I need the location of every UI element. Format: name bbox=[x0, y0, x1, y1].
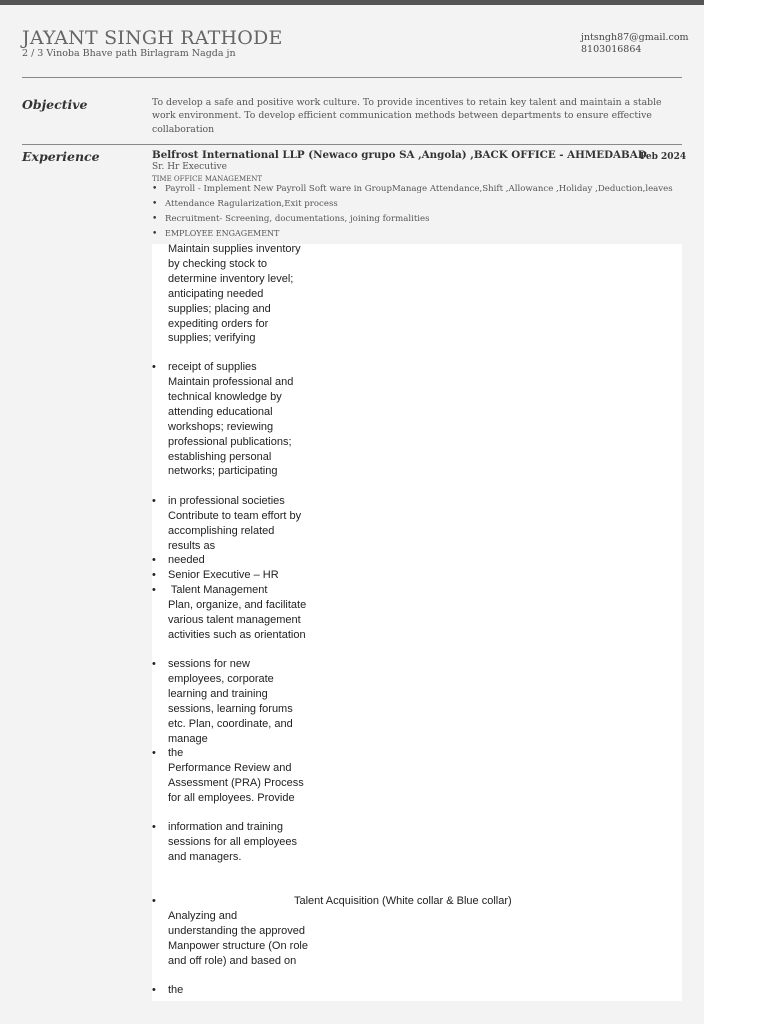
detail-team: Contribute to team effort by accomplishing related results as bbox=[168, 510, 302, 552]
detail-talent-plan-tail: sessions for new employees, corporate learning and training sessions, learning forums etc. Plan, coordinate, and manage bbox=[168, 658, 293, 745]
company-name: Belfrost International LLP (Newaco grupo SA ,Angola) ,BACK OFFICE - AHMEDABAD bbox=[152, 149, 647, 161]
bullet-dot: • bbox=[152, 895, 156, 907]
job-date: Feb 2024 bbox=[640, 152, 687, 162]
candidate-name: JAYANT SINGH RATHODE bbox=[22, 27, 283, 49]
header-divider bbox=[22, 77, 682, 78]
list-item: • EMPLOYEE ENGAGEMENT bbox=[152, 229, 673, 244]
objective-text: To develop a safe and positive work culture. To provide incentives to retain key talent and maintain a stable work environment. To develop efficient communication methods between departments to ensure effective collaboration bbox=[152, 97, 662, 135]
phone-text: 8103016864 bbox=[581, 44, 642, 55]
bullet-dot: • bbox=[152, 984, 156, 996]
detail-talent-plan: Plan, organize, and facilitate various talent management activities such as orientation bbox=[168, 599, 307, 641]
detail-senior: Senior Executive – HR bbox=[168, 569, 279, 581]
candidate-address: 2 / 3 Vinoba Bhave path Birlagram Nagda jn bbox=[22, 48, 236, 59]
bullet-dot: • bbox=[152, 821, 156, 833]
objective-heading: Objective bbox=[22, 97, 88, 112]
bullet-dot: • bbox=[152, 554, 156, 566]
detail-analyzing: Analyzing and understanding the approved Manpower structure (On role and off role) and based on bbox=[168, 910, 308, 967]
detail-talent-plan-tail2: the bbox=[168, 747, 184, 759]
detail-pra-tail: information and training sessions for all employees and managers. bbox=[168, 821, 298, 863]
detail-analyzing-tail: the bbox=[168, 984, 184, 996]
bullet-dot: • bbox=[152, 747, 156, 759]
job-role: Sr. Hr Executive bbox=[152, 162, 227, 172]
contact-block bbox=[581, 32, 689, 56]
list-item: • Attendance Ragularization,Exit process bbox=[152, 199, 673, 214]
detail-talent-mgmt: Talent Management bbox=[168, 584, 268, 596]
detail-team-tail: needed bbox=[168, 554, 205, 566]
list-item: • Payroll - Implement New Payroll Soft ware in GroupManage Attendance,Shift ,Allowance ,Holiday ,Deduction,leaves bbox=[152, 184, 673, 199]
experience-heading: Experience bbox=[22, 149, 100, 164]
list-item: • Recruitment- Screening, documentations, joining formalities bbox=[152, 214, 673, 229]
detail-knowledge-tail: in professional societies bbox=[168, 495, 285, 507]
talent-acquisition-heading: Talent Acquisition (White collar & Blue collar) bbox=[294, 895, 512, 907]
detail-knowledge: Maintain professional and technical knowledge by attending educational workshops; reviewing professional publications; establishing personal networks; participating bbox=[168, 376, 294, 478]
bullet-dot: • bbox=[152, 584, 156, 596]
department-label: TIME OFFICE MANAGEMENT bbox=[152, 175, 263, 183]
detail-supplies-tail: receipt of supplies bbox=[168, 361, 257, 373]
bullet-dot: • bbox=[152, 495, 156, 507]
detail-pra: Performance Review and Assessment (PRA) Process for all employees. Provide bbox=[168, 762, 304, 804]
objective-divider bbox=[22, 144, 682, 145]
bullet-dot: • bbox=[152, 658, 156, 670]
bullet-dot: • bbox=[152, 569, 156, 581]
detail-supplies: Maintain supplies inventory by checking stock to determine inventory level; anticipating needed supplies; placing and expediting orders for supplies; verifying bbox=[168, 243, 301, 345]
duties-list bbox=[152, 184, 673, 244]
details-box bbox=[152, 244, 682, 1001]
email-text[interactable]: jntsngh87@gmail.com bbox=[581, 32, 689, 43]
bullet-dot: • bbox=[152, 361, 156, 373]
